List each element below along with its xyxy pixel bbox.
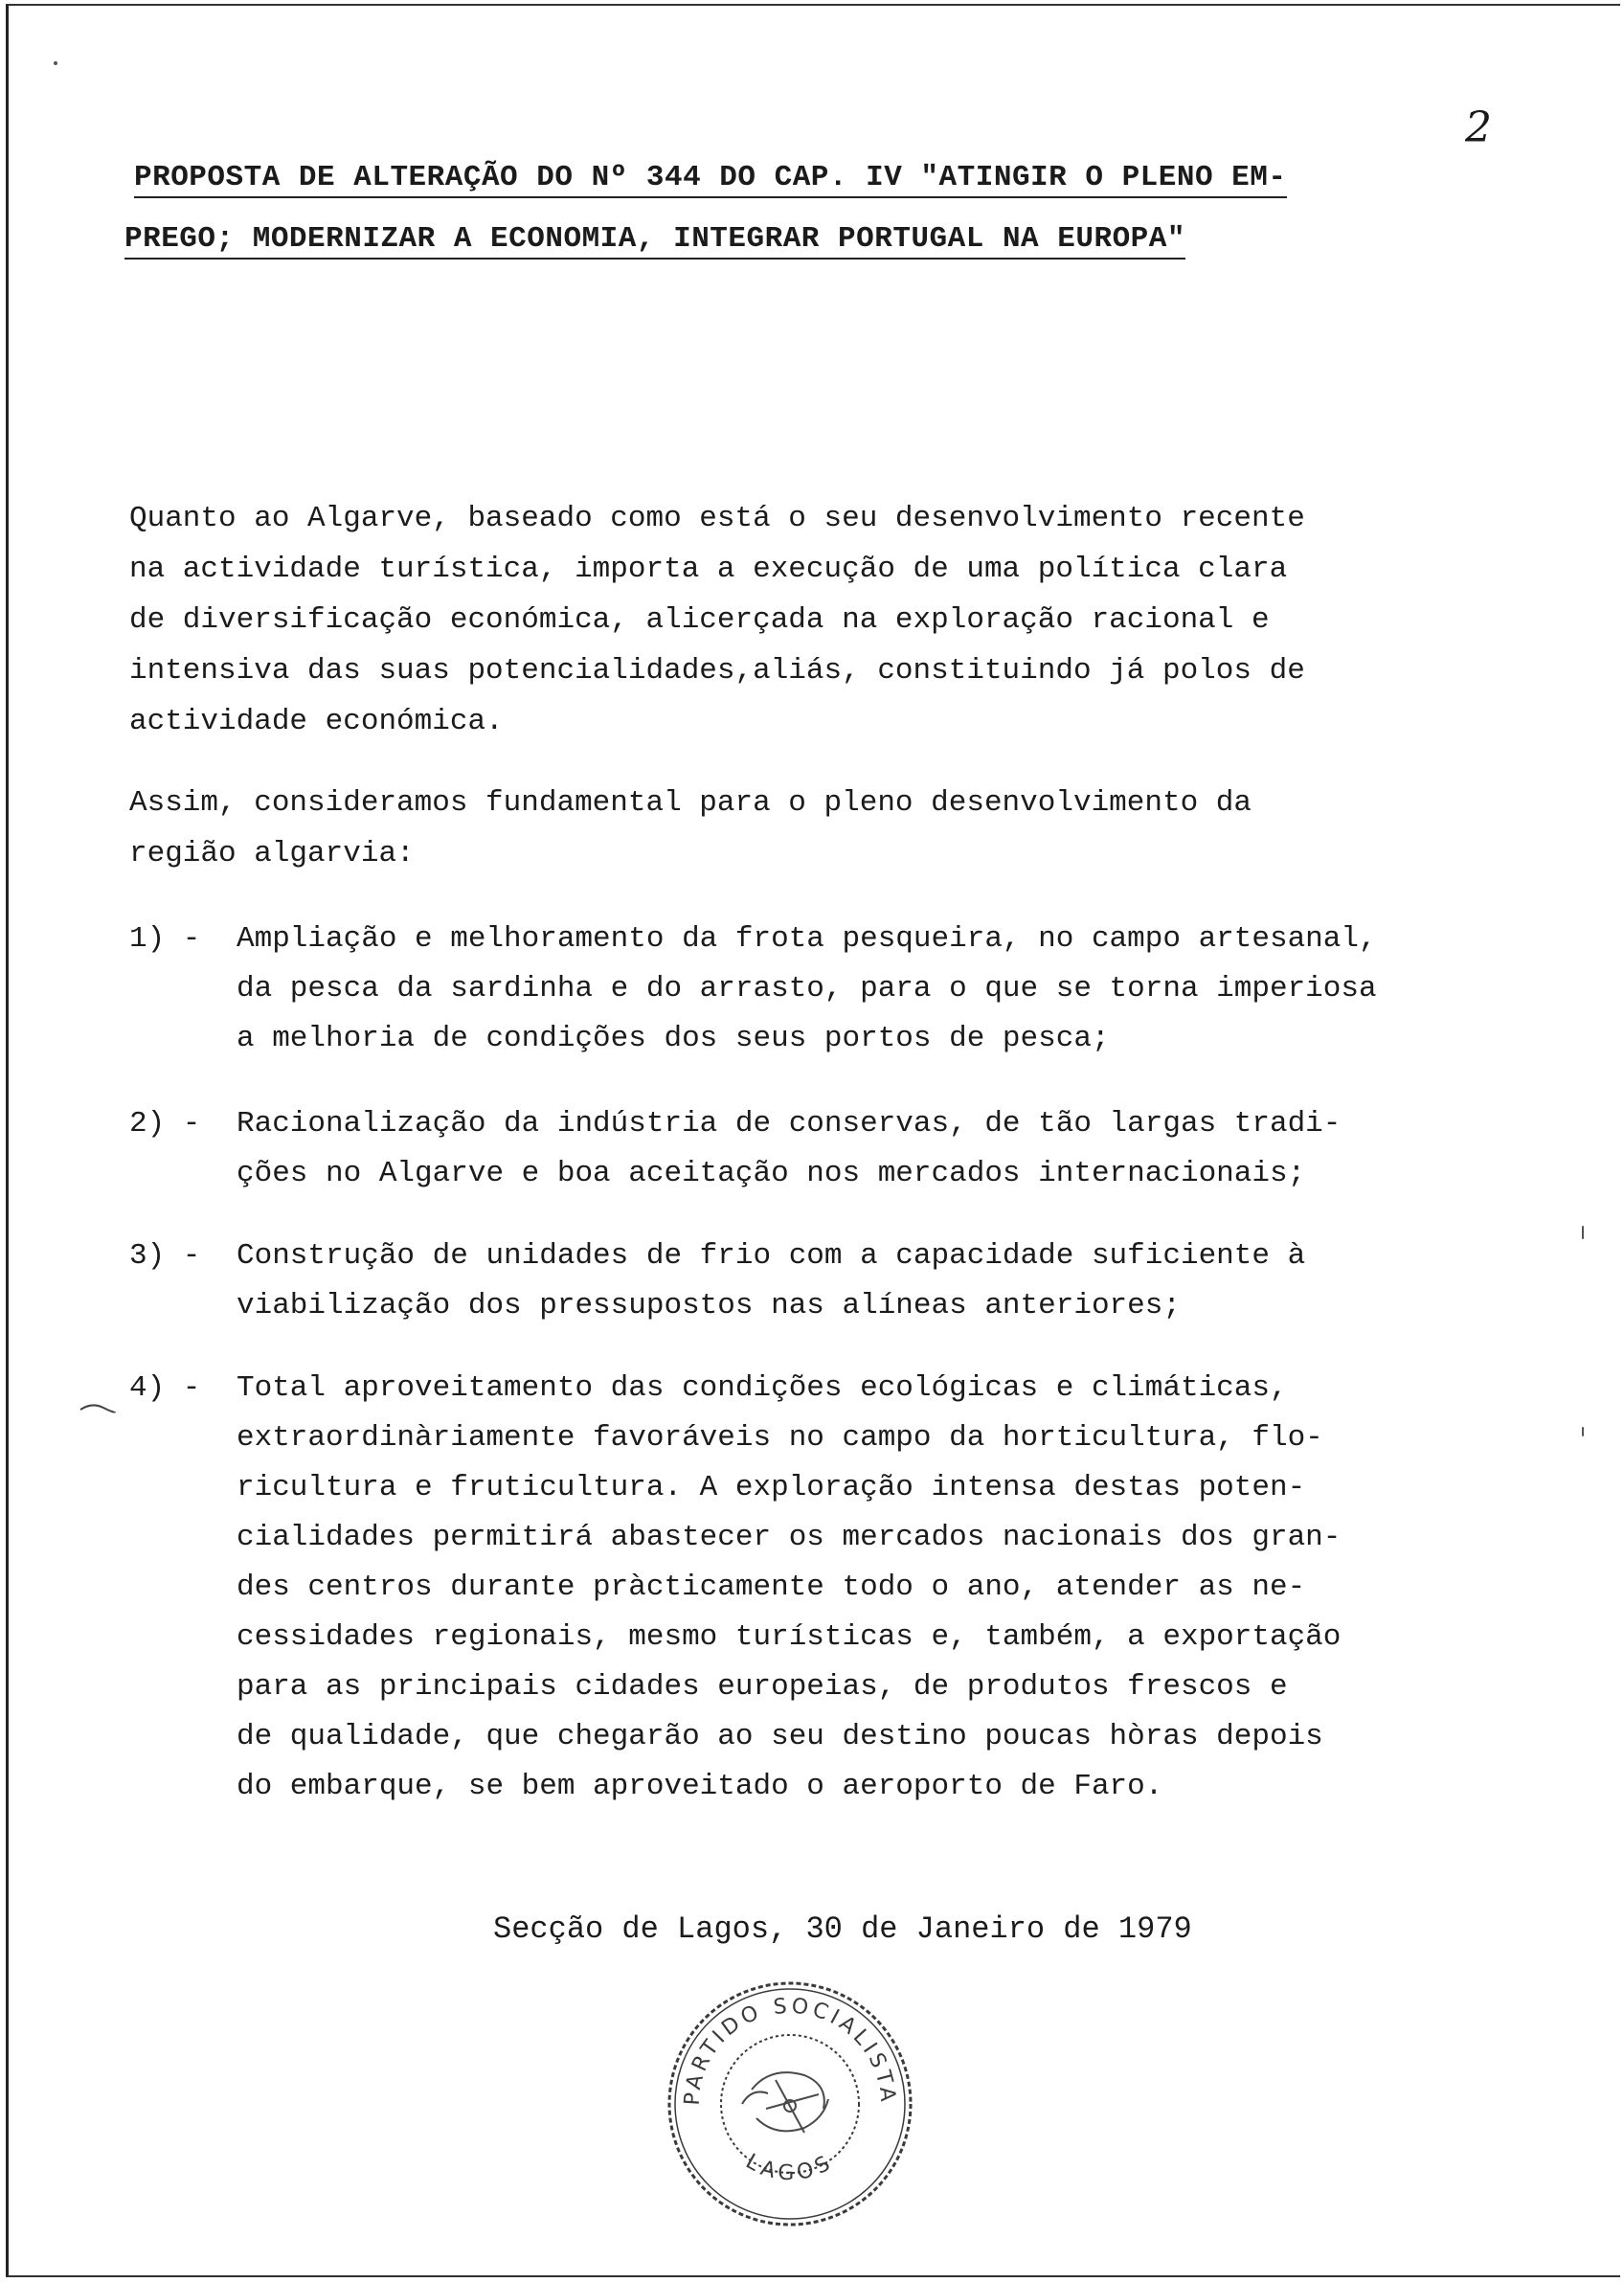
stamp-bottom-text: LAGOS — [741, 2149, 839, 2186]
list-item-number: 1) - — [129, 922, 201, 956]
heading-line-2-text: PREGO; MODERNIZAR A ECONOMIA, INTEGRAR PORTUGAL NA EUROPA" — [124, 222, 1185, 260]
list-item-text: Racionalização da indústria de conservas, de tão largas tradi- ções no Algarve e boa aceitação nos mercados internacionais; — [237, 1107, 1342, 1190]
list-item-number: 2) - — [129, 1107, 201, 1141]
document-heading-line-2 — [124, 222, 1398, 260]
closing-place-date: Secção de Lagos, 30 de Janeiro de 1979 — [493, 1911, 1192, 1947]
stamp-emblem — [742, 2072, 828, 2133]
party-stamp — [661, 1975, 919, 2233]
stamp-top-text: PARTIDO SOCIALISTA — [680, 1994, 900, 2107]
list-item-text: Ampliação e melhoramento da frota pesqueira, no campo artesanal, da pesca da sardinha e do arrasto, para o que se torna imperiosa a melhoria de condições dos seus portos de pesca; — [237, 922, 1377, 1055]
list-item-number: 3) - — [129, 1239, 201, 1273]
scan-speck — [1582, 1427, 1584, 1436]
list-item-text: Construção de unidades de frio com a capacidade suficiente à viabilização dos pressupostos nas alíneas anteriores; — [237, 1239, 1306, 1322]
list-item-text: Total aproveitamento das condições ecológicas e climáticas, extraordinàriamente favoráveis no campo da horticultura, flo- ricultura e fruticultura. A exploração intensa destas poten- cialidades permitirá abastecer os mercados nacionais dos gran- des centros durante pràcticamente todo o ano, atender as ne- cessidades regionais, mesmo turísticas e, também, a exportação para as principais cidades europeias, de produtos frescos e de qualidade, que chegarão ao seu destino poucas hòras depois do embarque, se bem aproveitado o aeroporto de Faro. — [237, 1371, 1342, 1803]
scan-speck — [1582, 1226, 1584, 1239]
scan-speck — [54, 61, 57, 65]
paragraph-assim: Assim, consideramos fundamental para o pleno desenvolvimento da região algarvia: — [129, 786, 1252, 870]
list-item-number: 4) - — [129, 1371, 201, 1405]
margin-mark — [79, 1398, 117, 1417]
svg-text:LAGOS — [742, 2150, 839, 2185]
document-heading-line-1 — [134, 161, 1408, 198]
heading-line-1-text: PROPOSTA DE ALTERAÇÃO DO Nº 344 DO CAP. IV "ATINGIR O PLENO EM- — [134, 161, 1287, 198]
paragraph-algarve-intro: Quanto ao Algarve, baseado como está o seu desenvolvimento recente na actividade turística, importa a execução de uma política clara de diversificação económica, alicerçada na exploração racional e intensiva das suas potencialidades,aliás, constituindo já polos de actividade económica. — [129, 502, 1305, 738]
page-number: 2 — [1465, 103, 1492, 152]
